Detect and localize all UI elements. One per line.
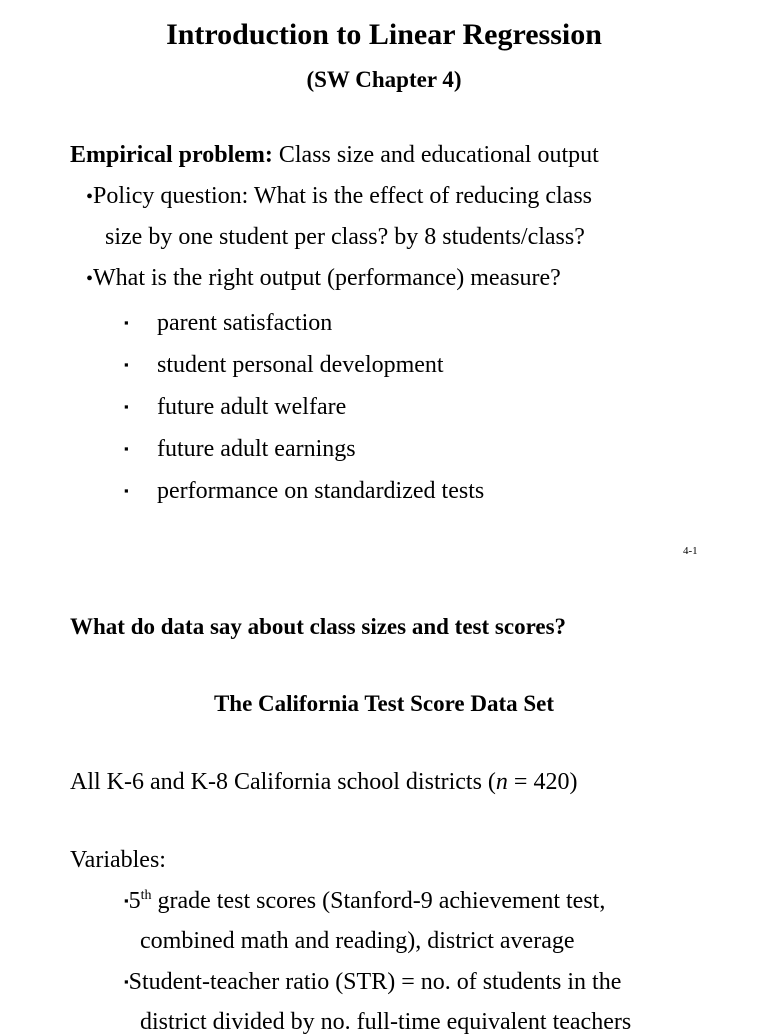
page-title: Introduction to Linear Regression <box>166 18 602 51</box>
square-bullet-icon: ▪ <box>124 357 129 372</box>
sub-item <box>124 478 485 505</box>
sub-item <box>124 352 444 379</box>
dataset-title: The California Test Score Data Set <box>213 691 555 716</box>
square-bullet-icon: ▪ <box>124 483 129 498</box>
empirical-problem-label: Empirical problem: <box>70 142 273 168</box>
sub-item-text: future adult earnings <box>157 436 356 462</box>
variable-text: 5th grade test scores (Stanford-9 achievement test, <box>128 888 606 914</box>
bullet-text: What is the right output (performance) measure? <box>93 265 561 291</box>
sub-item-text: future adult welfare <box>157 394 347 420</box>
variable-item <box>124 888 605 915</box>
empirical-problem-line <box>70 142 599 169</box>
bullet-text: Policy question: What is the effect of reducing class <box>93 183 592 209</box>
bullet-policy-question <box>86 183 592 210</box>
round-bullet-icon: • <box>86 268 94 290</box>
districts-line <box>70 769 577 796</box>
round-bullet-icon: • <box>86 186 94 208</box>
districts-suffix: = 420) <box>507 769 578 795</box>
variable-item-continued: district divided by no. full-time equivalent teachers <box>140 1009 632 1035</box>
sub-item-text: student personal development <box>157 352 444 378</box>
empirical-problem-text: Class size and educational output <box>278 142 599 168</box>
sub-item-text: performance on standardized tests <box>157 478 485 504</box>
sub-item-text: parent satisfaction <box>157 310 333 336</box>
square-bullet-icon: ▪ <box>124 399 129 414</box>
variables-label: Variables: <box>70 847 166 873</box>
bullet-policy-question-continued: size by one student per class? by 8 students/class? <box>105 224 585 250</box>
square-bullet-icon: ▪ <box>124 441 129 456</box>
page-number: 4-1 <box>683 545 698 557</box>
bullet-output-measure <box>86 265 561 292</box>
sub-item <box>124 436 356 463</box>
square-bullet-icon: ▪ <box>124 893 129 908</box>
square-bullet-icon: ▪ <box>124 974 129 989</box>
variable-item-continued: combined math and reading), district average <box>140 928 575 954</box>
page-subtitle: (SW Chapter 4) <box>306 67 462 92</box>
sub-item <box>124 310 333 337</box>
sub-item <box>124 394 347 421</box>
variable-item <box>124 969 621 996</box>
districts-prefix: All K-6 and K-8 California school districts ( <box>70 769 496 795</box>
data-question-heading: What do data say about class sizes and test scores? <box>70 614 567 639</box>
districts-n: n <box>495 769 508 795</box>
variable-text: Student-teacher ratio (STR) = no. of students in the <box>128 969 622 995</box>
square-bullet-icon: ▪ <box>124 315 129 330</box>
